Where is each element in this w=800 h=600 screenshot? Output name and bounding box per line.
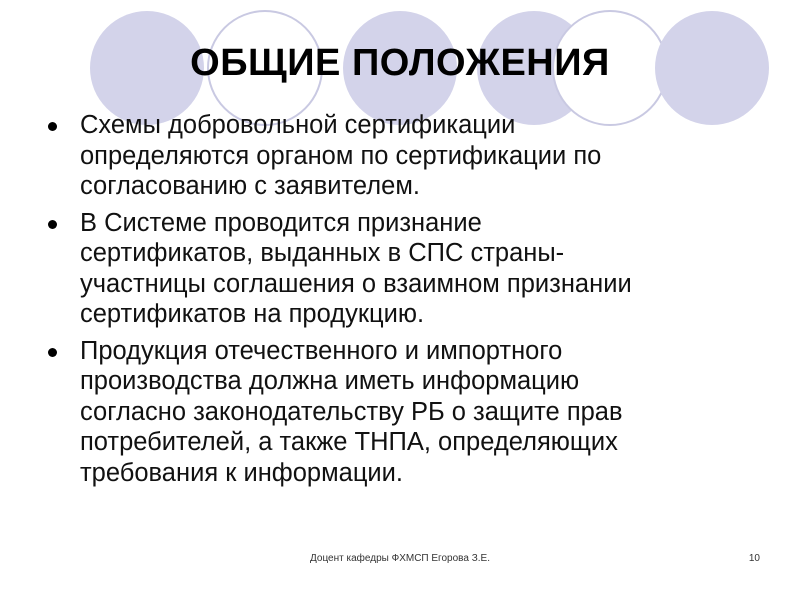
bullet-item-3 [44,336,774,489]
bullet-line: потребителей, а также ТНПА, определяющих [80,428,618,456]
bullet-line: сертификатов, выданных в СПС страны- [80,239,565,267]
bullet-line: определяются органом по сертификации по [80,141,602,170]
bullet-line: согласованию с заявителем. [80,172,420,200]
slide-title: ОБЩИЕ ПОЛОЖЕНИЯ [190,42,610,84]
bullet-dot-icon [48,122,57,131]
bullet-dot-icon [48,348,57,357]
page-number: 10 [748,553,760,564]
bullet-line: Схемы добровольной сертификации [80,111,516,139]
bullet-item-1 [44,110,774,202]
bullet-line: участницы соглашения о взаимном признании [80,269,632,298]
bullet-line: требования к информации. [80,458,404,487]
bullet-line: сертификатов на продукцию. [80,300,425,328]
bullet-line: производства должна иметь информацию [80,367,580,395]
bullet-dot-icon [48,220,57,229]
bullet-line: согласно законодательству РБ о защите прав [80,397,623,426]
bullet-item-2 [44,208,774,330]
footer-author: Доцент кафедры ФХМСП Егорова З.Е. [310,553,490,564]
bullet-line: В Системе проводится признание [80,208,482,237]
bullet-list [44,110,774,494]
bullet-line: Продукция отечественного и импортного [80,336,563,365]
